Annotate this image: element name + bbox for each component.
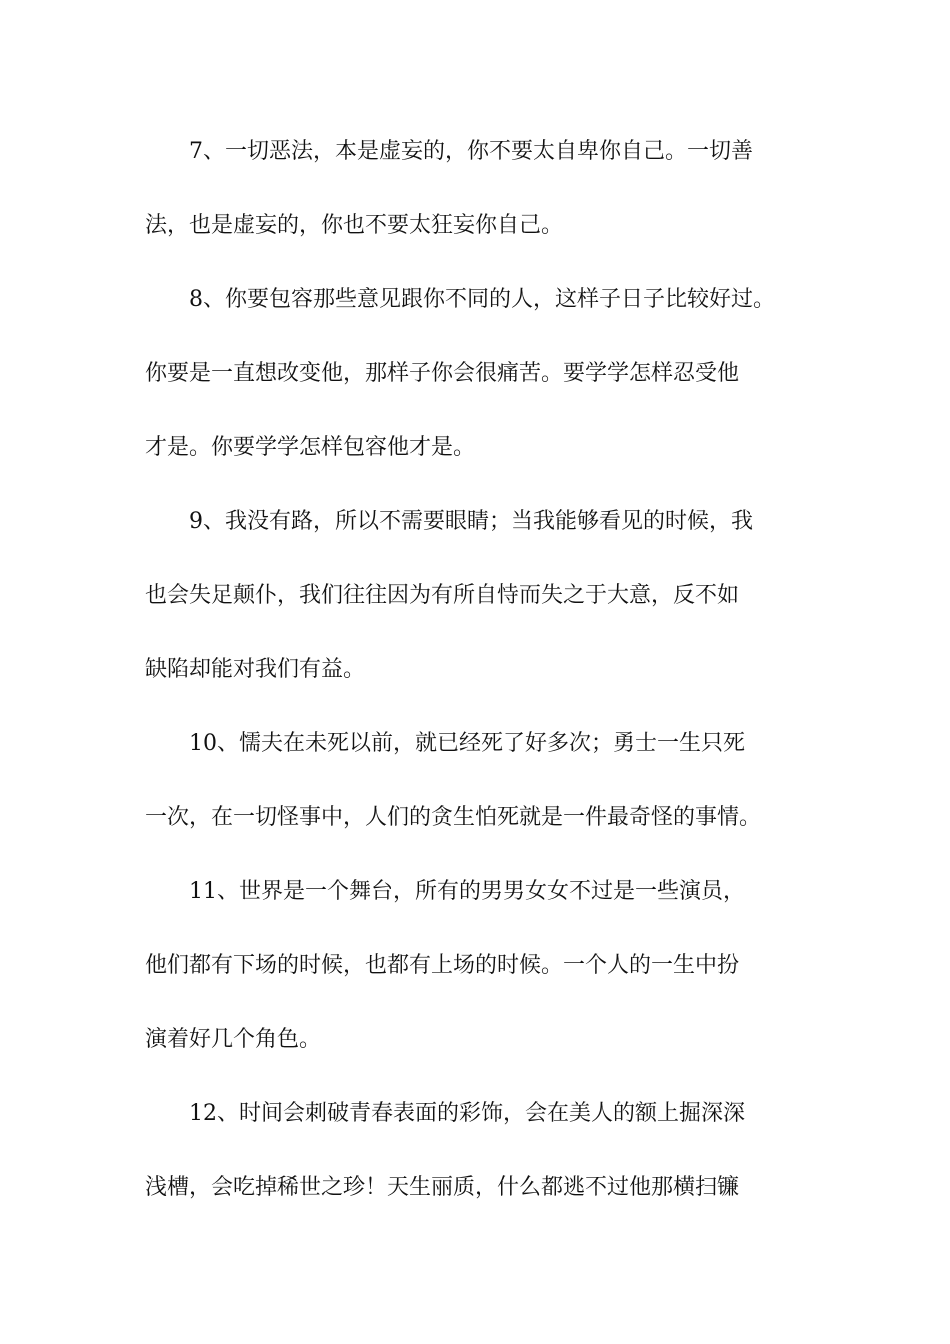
paragraph-11-line-1: 11、世界是一个舞台，所有的男男女女不过是一些演员， <box>189 879 745 904</box>
paragraph-7-line-2: 法，也是虚妄的，你也不要太狂妄你自己。 <box>145 213 564 238</box>
paragraph-12-line-2: 浅槽，会吃掉稀世之珍！天生丽质，什么都逃不过他那横扫镰 <box>145 1175 740 1200</box>
paragraph-12-line-1: 12、时间会刺破青春表面的彩饰，会在美人的额上掘深深 <box>189 1101 745 1126</box>
paragraph-8-line-1: 8、你要包容那些意见跟你不同的人，这样子日子比较好过。 <box>189 287 775 312</box>
paragraph-8-line-3: 才是。你要学学怎样包容他才是。 <box>145 435 476 460</box>
paragraph-9-line-3: 缺陷却能对我们有益。 <box>145 657 366 682</box>
paragraph-7-line-1: 7、一切恶法，本是虚妄的，你不要太自卑你自己。一切善 <box>189 139 753 164</box>
paragraph-11-line-3: 演着好几个角色。 <box>145 1027 322 1052</box>
paragraph-10-line-2: 一次，在一切怪事中，人们的贪生怕死就是一件最奇怪的事情。 <box>145 805 762 830</box>
paragraph-8-line-2: 你要是一直想改变他，那样子你会很痛苦。要学学怎样忍受他 <box>145 361 740 386</box>
paragraph-9-line-2: 也会失足颠仆，我们往往因为有所自恃而失之于大意，反不如 <box>145 583 740 608</box>
paragraph-9-line-1: 9、我没有路，所以不需要眼睛；当我能够看见的时候，我 <box>189 509 753 534</box>
paragraph-11-line-2: 他们都有下场的时候，也都有上场的时候。一个人的一生中扮 <box>145 953 740 978</box>
paragraph-10-line-1: 10、懦夫在未死以前，就已经死了好多次；勇士一生只死 <box>189 731 745 756</box>
